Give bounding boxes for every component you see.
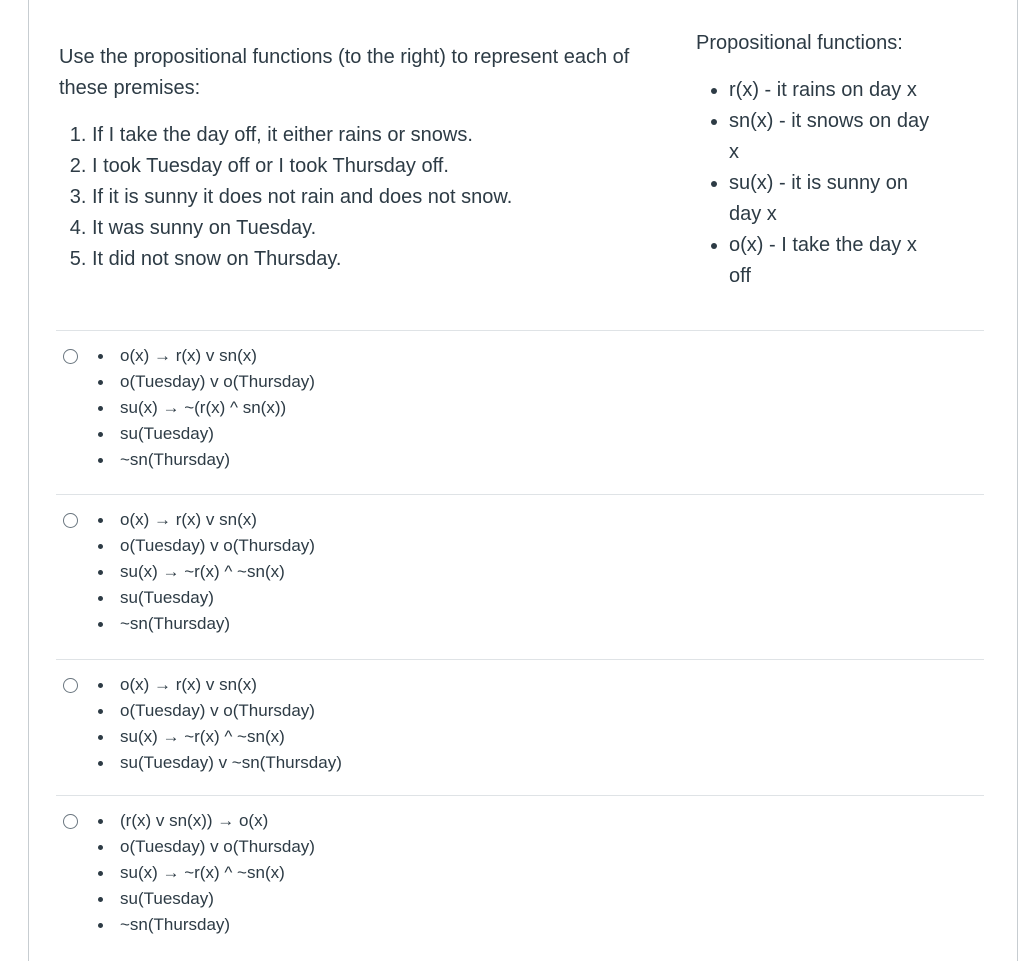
answer-line: o(x) → r(x) v sn(x) [120, 672, 984, 698]
answer-line: su(Tuesday) [120, 886, 984, 912]
answer-line: su(Tuesday) v ~sn(Thursday) [120, 750, 984, 776]
propositional-functions-panel [696, 28, 976, 292]
answer-lines [56, 343, 984, 473]
answer-line: su(x) → ~(r(x) ^ sn(x)) [120, 395, 984, 421]
question-intro: Use the propositional functions (to the right) to represent each of these premises: [59, 46, 630, 99]
premise-item: 3. If it is sunny it does not rain and does not snow. [92, 182, 669, 213]
radio-button[interactable] [63, 349, 78, 364]
answer-option-3[interactable] [56, 659, 984, 795]
premise-item: 1. If I take the day off, it either rains or snows. [92, 120, 669, 151]
answer-line: (r(x) v sn(x)) → o(x) [120, 808, 984, 834]
premise-item: 4. It was sunny on Tuesday. [92, 213, 669, 244]
answer-line: o(Tuesday) v o(Thursday) [120, 369, 984, 395]
answer-line: o(Tuesday) v o(Thursday) [120, 533, 984, 559]
answer-options [56, 330, 984, 961]
answer-line: ~sn(Thursday) [120, 912, 984, 938]
function-item: • o(x) - I take the day x off [729, 230, 944, 292]
answer-lines [56, 808, 984, 938]
answer-line: o(x) → r(x) v sn(x) [120, 507, 984, 533]
answer-line: o(Tuesday) v o(Thursday) [120, 834, 984, 860]
answer-option-4[interactable] [56, 795, 984, 961]
premise-item: 2. I took Tuesday off or I took Thursday off. [92, 151, 669, 182]
radio-button[interactable] [63, 814, 78, 829]
answer-line: su(x) → ~r(x) ^ ~sn(x) [120, 559, 984, 585]
answer-lines [56, 672, 984, 776]
answer-line: ~sn(Thursday) [120, 447, 984, 473]
answer-option-2[interactable] [56, 494, 984, 659]
question-text [59, 42, 669, 275]
functions-title: Propositional functions: [696, 32, 903, 54]
function-item: • su(x) - it is sunny on day x [729, 168, 944, 230]
answer-line: su(x) → ~r(x) ^ ~sn(x) [120, 860, 984, 886]
radio-button[interactable] [63, 513, 78, 528]
functions-list [696, 75, 976, 292]
answer-option-1[interactable] [56, 330, 984, 494]
answer-line: o(x) → r(x) v sn(x) [120, 343, 984, 369]
answer-line: ~sn(Thursday) [120, 611, 984, 637]
answer-line: su(Tuesday) [120, 421, 984, 447]
premise-list [59, 120, 669, 275]
function-item: • sn(x) - it snows on day x [729, 106, 944, 168]
answer-line: su(Tuesday) [120, 585, 984, 611]
radio-button[interactable] [63, 678, 78, 693]
function-item: • r(x) - it rains on day x [729, 75, 944, 106]
premise-item: 5. It did not snow on Thursday. [92, 244, 669, 275]
answer-line: su(x) → ~r(x) ^ ~sn(x) [120, 724, 984, 750]
answer-lines [56, 507, 984, 637]
answer-line: o(Tuesday) v o(Thursday) [120, 698, 984, 724]
